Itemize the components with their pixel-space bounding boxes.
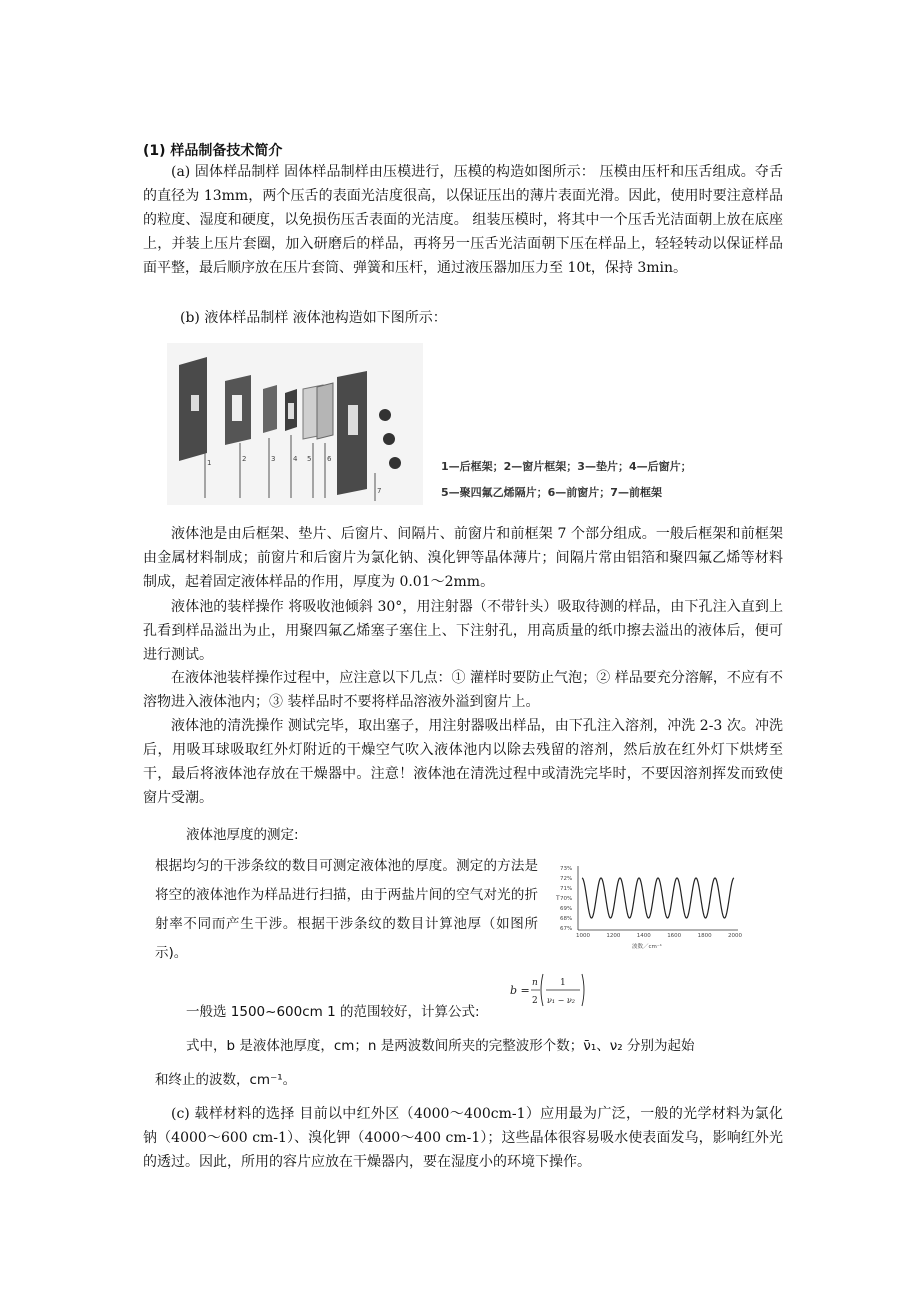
para-liquid-sample: (b) 液体样品制样 液体池构造如下图所示： (180, 310, 447, 326)
chart-x-tick: 1000 (576, 933, 590, 939)
figure-caption-line2: 5—聚四氟乙烯隔片；6—前窗片；7—前框架 (441, 486, 662, 499)
thickness-text: 根据均匀的干涉条纹的数目可测定液体池的厚度。测定的方法是将空的液体池作为样品进行扫描，由于两盐片间的空气对光的折射率不同而产生干涉。根据干涉条纹的数目计算池厚（如图所示)。 (155, 858, 538, 961)
para-loading: 液体池的装样操作 将吸收池倾斜 30°，用注射器（不带针头）吸取待测的样品，由下孔注入直到上孔看到样品溢出为止，用聚四氟乙烯塞子塞住上、下注射孔，用高质量的纸巾擦去溢出的液体后，便可进行测试。 (143, 599, 783, 663)
para-cautions: 在液体池装样操作过程中，应注意以下几点：① 灌样时要防止气泡；② 样品要充分溶解，不应有不溶物进入液体池内；③ 装样品时不要将样品溶液外溢到窗片上。 (143, 670, 783, 710)
para-cleaning: 液体池的清洗操作 测试完毕，取出塞子，用注射器吸出样品，由下孔注入溶剂，冲洗 2-3 次。冲洗后，用吸耳球吸取红外灯附近的干燥空气吹入液体池内以除去残留的溶剂，然后放在红外灯下烘烤至干，最后将液体池存放在干燥器中。注意！液体池在清洗过程中或清洗完毕时，不要因溶剂挥发而致使窗片受潮。 (143, 718, 783, 806)
liquid-cell-figure (167, 343, 423, 505)
formula-explanation-text: 式中，b 是液体池厚度，cm；n 是两波数间所夹的完整波形个数； (186, 1038, 584, 1054)
chart-y-tick: 69% (560, 906, 573, 912)
formula-one: 1 (560, 978, 566, 988)
figure-caption-line1: 1—后框架；2—窗片框架；3—垫片；4—后窗片； (441, 460, 692, 473)
chart-x-label: 波数／cm⁻¹ (632, 944, 662, 950)
chart-y-tick: 72% (560, 876, 573, 882)
figure-label: 7 (377, 487, 382, 495)
para-cell-structure: 液体池是由后框架、垫片、后窗片、间隔片、前窗片和前框架 7 个部分组成。一般后框架和前框架由金属材料制成；前窗片和后窗片为氯化钠、溴化钾等晶体薄片；间隔片常由铝箔和聚四氟乙烯等材料制成，起着固定液体样品的作用，厚度为 0.01～2mm。 (143, 526, 783, 590)
formula-lhs: b = (510, 984, 530, 997)
formula-explanation (186, 1034, 786, 1058)
chart-x-tick: 1600 (667, 933, 682, 939)
chart-y-tick: 67% (560, 926, 573, 932)
interference-chart (552, 858, 742, 954)
thickness-formula (510, 968, 590, 1012)
thickness-title: 液体池厚度的测定: (186, 827, 299, 843)
chart-y-tick: 73% (560, 866, 573, 872)
chart-x-tick: 1200 (606, 933, 621, 939)
figure-label: 6 (327, 455, 332, 463)
chart-x-tick: 1400 (636, 933, 651, 939)
figure-label: 4 (293, 455, 298, 463)
range-text: 一般选 1500~600cm 1 的范围较好，计算公式: (186, 1004, 480, 1020)
figure-label: 3 (271, 455, 276, 463)
chart-y-tick: 68% (560, 916, 573, 922)
formula-n: n (532, 978, 538, 988)
formula-nu-symbols: ν̄₁、ν₂ (583, 1038, 623, 1054)
figure-label: 1 (207, 459, 212, 467)
formula-explanation-line2: 和终止的波数，cm⁻¹。 (155, 1072, 297, 1088)
formula-denominator: ν₁ − ν₂ (547, 996, 575, 1005)
para-carrier-materials: (c) 载样材料的选择 目前以中红外区（4000～400cm-1）应用最为广泛，一般的光学材料为氯化钠（4000～600 cm-1）、溴化钾（4000～400 cm-1）；这些晶体很容易吸水使表面发乌，影响红外光的透过。因此，所用的容片应放在干燥器内，要在湿度小的环境下操作。 (143, 1106, 783, 1170)
section-title: (1) 样品制备技术简介 (143, 143, 283, 159)
chart-series-line (582, 878, 734, 918)
figure-label: 2 (242, 455, 247, 463)
chart-x-tick: 2000 (728, 933, 742, 939)
formula-two: 2 (532, 996, 538, 1006)
para-solid-sample: (a) 固体样品制样 固体样品制样由压模进行，压模的构造如图所示： 压模由压杆和压舌组成。夺舌的直径为 13mm，两个压舌的表面光洁度很高，以保证压出的薄片表面光滑。因此，使用时要注意样品的粒度、湿度和硬度，以免损伤压舌表面的光洁度。 组装压模时，将其中一个压舌光洁面朝上放在底座上，并装上压片套圈，加入研磨后的样品，再将另一压舌光洁面朝下压在样品上，轻轻转动以保证样品面平整，最后顺序放在压片套筒、弹簧和压杆，通过液压器加压力至 10t，保持 3min。 (143, 164, 783, 276)
chart-x-tick: 1800 (697, 933, 712, 939)
figure-label: 5 (307, 455, 312, 463)
chart-y-tick: 70% (560, 896, 573, 902)
formula-explanation-tail: 分别为起始 (622, 1038, 695, 1054)
chart-y-tick: 71% (560, 886, 573, 892)
chart-y-label: T (556, 895, 560, 902)
